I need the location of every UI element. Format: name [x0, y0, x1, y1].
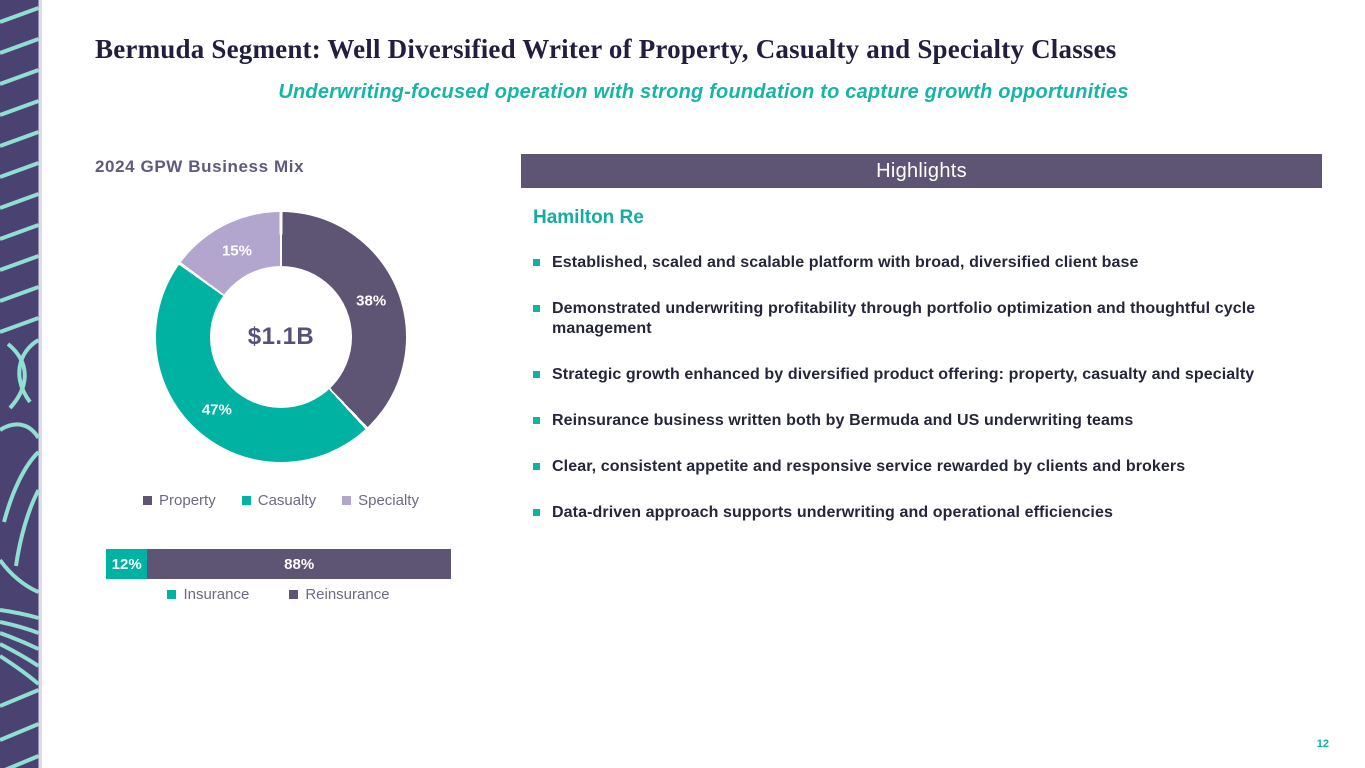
bullet-square-icon — [533, 463, 540, 470]
donut-center-label: $1.1B — [247, 323, 315, 350]
bullet-text: Established, scaled and scalable platform with broad, diversified client base — [552, 254, 1139, 271]
donut-hole — [210, 266, 352, 408]
bullet-square-icon — [533, 305, 540, 312]
legend-swatch-icon — [143, 496, 152, 505]
legend-item — [167, 586, 249, 603]
legend-label: Casualty — [257, 492, 317, 509]
bullet-text: Data-driven approach supports underwriting and operational efficiencies — [552, 504, 1113, 521]
donut-legend — [95, 492, 467, 509]
bar-segment-label: 88% — [284, 555, 315, 573]
legend-swatch-icon — [289, 590, 298, 599]
bullet-square-icon — [533, 509, 540, 516]
bullet-item — [533, 299, 1305, 339]
stacked-bar-chart — [106, 549, 451, 579]
legend-label: Reinsurance — [305, 586, 390, 603]
bullet-item — [533, 253, 1305, 273]
highlights-header-bar — [521, 154, 1322, 188]
decorative-contour-sidebar — [0, 0, 42, 768]
legend-item — [342, 492, 419, 509]
bar-segment — [106, 549, 147, 579]
bar-segment — [147, 549, 451, 579]
highlights-subheader: Hamilton Re — [533, 207, 644, 228]
page-number: 12 — [1316, 738, 1329, 750]
bullet-square-icon — [533, 259, 540, 266]
stacked-bar-legend — [106, 586, 451, 603]
donut-chart-title: 2024 GPW Business Mix — [95, 157, 305, 176]
legend-item — [143, 492, 216, 509]
donut-slice-label: 15% — [221, 242, 252, 260]
bullet-text: Reinsurance business written both by Bermuda and US underwriting teams — [552, 412, 1134, 429]
highlights-header-label: Highlights — [876, 159, 967, 182]
legend-item — [242, 492, 316, 509]
legend-swatch-icon — [342, 496, 351, 505]
legend-label: Insurance — [183, 586, 250, 603]
bullet-square-icon — [533, 371, 540, 378]
bullet-item — [533, 411, 1305, 431]
bullet-text: Clear, consistent appetite and responsive service rewarded by clients and brokers — [552, 458, 1186, 475]
donut-chart — [156, 212, 406, 462]
slide-title: Bermuda Segment: Well Diversified Writer of Property, Casualty and Specialty Classes — [95, 34, 1117, 64]
bullet-item — [533, 365, 1305, 385]
bullet-square-icon — [533, 417, 540, 424]
bullet-item — [533, 503, 1305, 523]
legend-swatch-icon — [167, 590, 176, 599]
donut-slice-label: 38% — [356, 292, 387, 310]
legend-label: Property — [159, 492, 216, 509]
legend-label: Specialty — [358, 492, 419, 509]
bar-segment-label: 12% — [111, 555, 142, 573]
highlights-bullet-list — [533, 253, 1305, 549]
bullet-text: Demonstrated underwriting profitability through portfolio optimization and thoughtful cycle management — [552, 300, 1256, 337]
legend-item — [289, 586, 389, 603]
donut-slice-label: 47% — [201, 401, 232, 419]
legend-swatch-icon — [242, 496, 251, 505]
bullet-text: Strategic growth enhanced by diversified product offering: property, casualty and specialty — [552, 366, 1255, 383]
slide-subtitle: Underwriting-focused operation with strong foundation to capture growth opportunities — [278, 81, 1129, 103]
bullet-item — [533, 457, 1305, 477]
